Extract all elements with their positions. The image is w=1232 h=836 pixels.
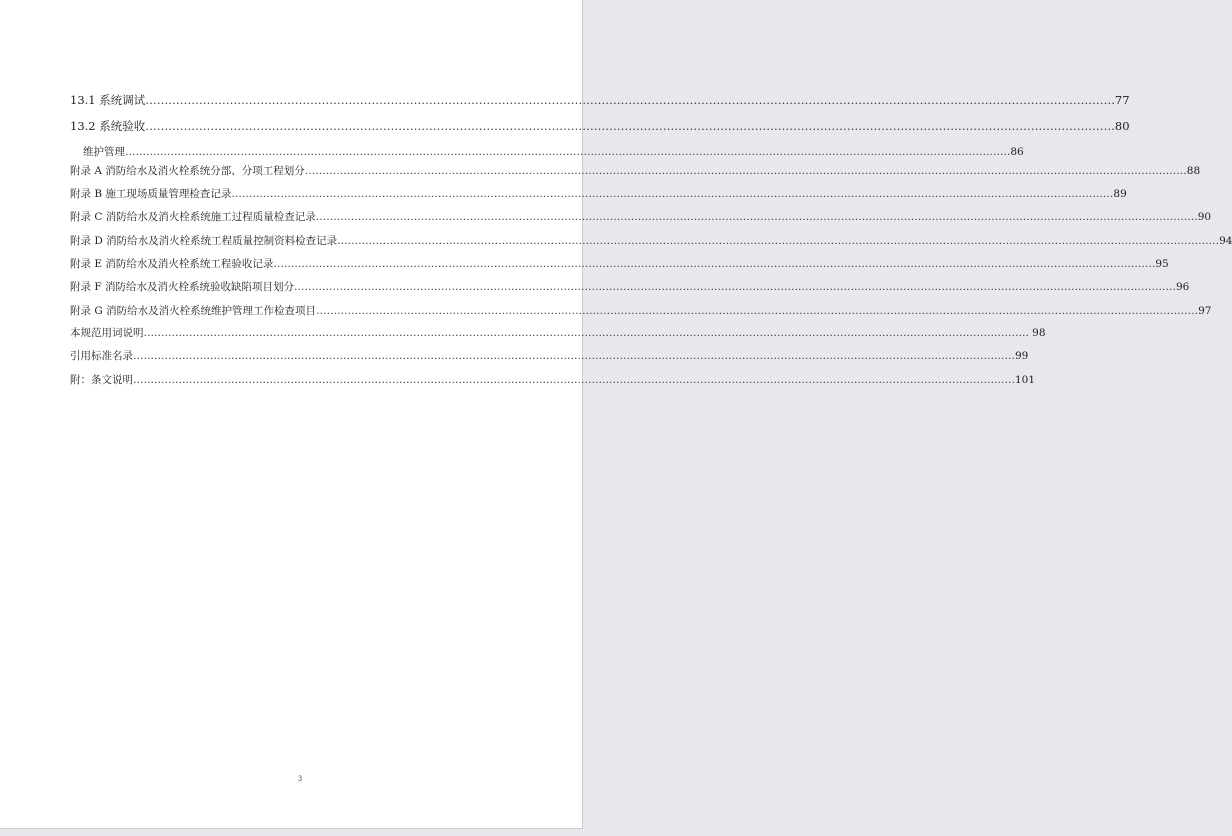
- toc-entry[interactable]: [70, 209, 1212, 224]
- toc-entry-title: 13.1 系统调试: [70, 93, 146, 107]
- toc-entry-page: 97: [1198, 305, 1212, 317]
- toc-entry[interactable]: [70, 348, 1029, 363]
- toc-entry[interactable]: [70, 372, 1036, 387]
- dot-leader: ………………………………………………………………………………………………………………………………………………………………………………………………………………………………: [125, 146, 1007, 158]
- toc-entry[interactable]: [70, 325, 1046, 340]
- toc-entry[interactable]: [70, 279, 1190, 294]
- page-number: 3: [297, 775, 303, 783]
- toc-entry[interactable]: [70, 92, 1130, 108]
- toc-entry-title: 附录 F 消防给水及消火栓系统验收缺陷项目划分: [70, 281, 294, 293]
- toc-entry-title: 附录 C 消防给水及消火栓系统施工过程质量检查记录: [70, 211, 316, 223]
- dot-leader: ………………………………………………………………………………………………………………………………………………………………………………………………………………………………: [133, 350, 1015, 362]
- dot-leader: ………………………………………………………………………………………………………………………………………………………………………………………………………………………………: [143, 327, 1026, 339]
- toc-entry-page: 99: [1015, 350, 1029, 362]
- toc-entry-page: 88: [1186, 165, 1201, 177]
- toc-entry-title: 附录 B 施工现场质量管理检查记录: [70, 188, 232, 200]
- toc-entry-page: 96: [1175, 281, 1190, 293]
- toc-entry-title: 维护管理: [83, 146, 125, 158]
- toc-entry[interactable]: [70, 163, 1201, 178]
- toc-entry-page: .86: [1007, 146, 1024, 158]
- toc-entry-page: . 98: [1025, 327, 1046, 339]
- toc-entry-title: 附录 G 消防给水及消火栓系统维护管理工作检查项目: [70, 305, 317, 317]
- toc-entry-page: 95: [1155, 258, 1169, 270]
- toc-entry[interactable]: [70, 303, 1212, 318]
- toc-entry-title: 引用标准名录: [70, 350, 133, 362]
- dot-leader: ………………………………………………………………………………………………………………………………………………………………………………………………………………………………: [304, 165, 1187, 177]
- dot-leader: ………………………………………………………………………………………………………………………………………………………………………………………………………………………………: [145, 93, 1112, 107]
- toc-entry[interactable]: [70, 118, 1130, 134]
- toc-entry[interactable]: [70, 233, 1232, 248]
- toc-entry[interactable]: [83, 144, 1024, 159]
- toc-entry-page: 101: [1015, 374, 1036, 386]
- toc-entry-title: 附：条文说明: [70, 374, 133, 386]
- toc-entry-page: 94: [1219, 235, 1232, 247]
- dot-leader: ………………………………………………………………………………………………………………………………………………………………………………………………………………………………: [231, 188, 1114, 200]
- dot-leader: ………………………………………………………………………………………………………………………………………………………………………………………………………………………………: [145, 119, 1112, 133]
- dot-leader: ………………………………………………………………………………………………………………………………………………………………………………………………………………………………: [133, 374, 1015, 386]
- dot-leader: ………………………………………………………………………………………………………………………………………………………………………………………………………………………………: [315, 211, 1198, 223]
- toc-entry-title: 13.2 系统验收: [70, 119, 146, 133]
- dot-leader: ………………………………………………………………………………………………………………………………………………………………………………………………………………………………: [316, 305, 1199, 317]
- toc-entry[interactable]: [70, 186, 1127, 201]
- dot-leader: ………………………………………………………………………………………………………………………………………………………………………………………………………………………………: [273, 258, 1156, 270]
- toc-entry-page: 89: [1113, 188, 1127, 200]
- toc-entry-page: .80: [1111, 119, 1130, 133]
- dot-leader: ………………………………………………………………………………………………………………………………………………………………………………………………………………………………: [337, 235, 1220, 247]
- toc-entry-title: 附录 A 消防给水及消火栓系统分部、分项工程划分: [70, 165, 305, 177]
- toc-entry-page: .77: [1111, 93, 1130, 107]
- toc-entry-title: 附录 E 消防给水及消火栓系统工程验收记录: [70, 258, 274, 270]
- toc-entry-title: 本规范用词说明: [70, 327, 144, 339]
- dot-leader: ………………………………………………………………………………………………………………………………………………………………………………………………………………………………: [293, 281, 1176, 293]
- toc-entry-page: 90: [1197, 211, 1212, 223]
- toc-entry[interactable]: [70, 256, 1169, 271]
- toc-entry-title: 附录 D 消防给水及消火栓系统工程质量控制资料检查记录: [70, 235, 338, 247]
